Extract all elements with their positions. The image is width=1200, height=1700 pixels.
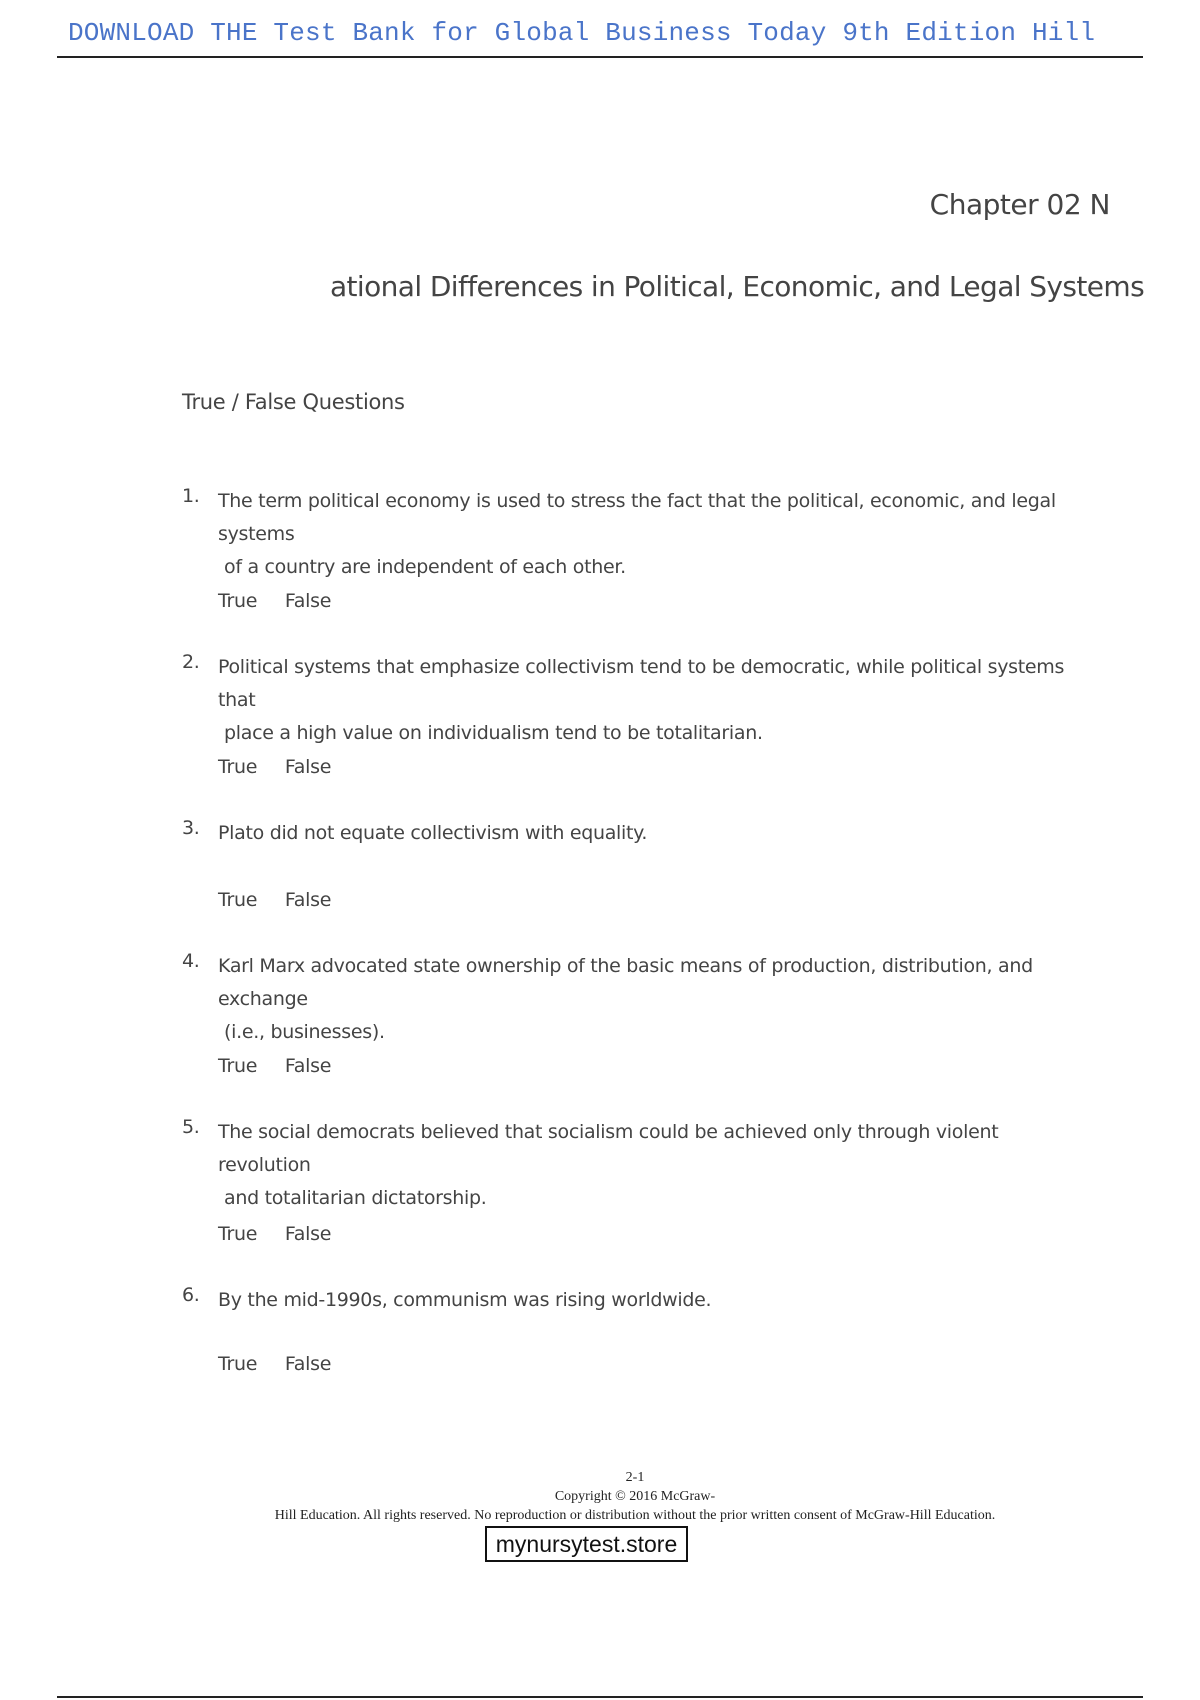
question-3 bbox=[182, 817, 1082, 850]
question-text bbox=[218, 1284, 1082, 1317]
question-number: 6. bbox=[182, 1284, 200, 1306]
true-option: True bbox=[218, 590, 258, 612]
true-option: True bbox=[218, 1353, 258, 1375]
page-number: 2-1 bbox=[625, 1470, 645, 1485]
question-text bbox=[218, 950, 1082, 1049]
footer-divider bbox=[57, 1696, 1143, 1698]
question-text-line2: of a country are independent of each other. bbox=[224, 556, 626, 578]
true-option: True bbox=[218, 756, 258, 778]
question-5 bbox=[182, 1116, 1082, 1215]
answer-options-4 bbox=[218, 1055, 331, 1077]
answer-options-1 bbox=[218, 590, 331, 612]
copyright-line1: Copyright © 2016 McGraw- bbox=[554, 1489, 716, 1504]
question-text-line1: Karl Marx advocated state ownership of the basic means of production, distribution, and exchange bbox=[218, 955, 1033, 1010]
question-1 bbox=[182, 485, 1082, 584]
false-option: False bbox=[284, 889, 332, 911]
header-divider bbox=[57, 56, 1143, 58]
true-option: True bbox=[218, 889, 258, 911]
chapter-title-line2: ational Differences in Political, Economic, and Legal Systems bbox=[330, 270, 1145, 303]
question-text-line1: Political systems that emphasize collectivism tend to be democratic, while political systems that bbox=[218, 656, 1065, 711]
question-text bbox=[218, 651, 1082, 750]
answer-options-2 bbox=[218, 756, 331, 778]
question-text bbox=[218, 817, 1082, 850]
question-text-line2: and totalitarian dictatorship. bbox=[224, 1187, 487, 1209]
answer-options-5 bbox=[218, 1223, 331, 1245]
question-text-line1: By the mid-1990s, communism was rising worldwide. bbox=[218, 1289, 712, 1311]
copyright-line2: Hill Education. All rights reserved. No reproduction or distribution without the prior written consent of McGraw-Hill Education. bbox=[274, 1508, 996, 1523]
question-text-line1: Plato did not equate collectivism with equality. bbox=[218, 822, 648, 844]
question-4 bbox=[182, 950, 1082, 1049]
question-text-line1: The term political economy is used to stress the fact that the political, economic, and legal systems bbox=[218, 490, 1056, 545]
section-heading: True / False Questions bbox=[182, 390, 405, 414]
question-6 bbox=[182, 1284, 1082, 1317]
question-number: 2. bbox=[182, 651, 200, 673]
false-option: False bbox=[284, 1055, 332, 1077]
question-text bbox=[218, 485, 1082, 584]
chapter-title-line1: Chapter 02 N bbox=[929, 188, 1110, 221]
false-option: False bbox=[284, 590, 332, 612]
false-option: False bbox=[284, 756, 332, 778]
question-number: 4. bbox=[182, 950, 200, 972]
question-2 bbox=[182, 651, 1082, 750]
question-number: 3. bbox=[182, 817, 200, 839]
question-text-line2: place a high value on individualism tend to be totalitarian. bbox=[224, 722, 763, 744]
question-text-line2: (i.e., businesses). bbox=[224, 1021, 385, 1043]
answer-options-6 bbox=[218, 1353, 331, 1375]
false-option: False bbox=[284, 1223, 332, 1245]
true-option: True bbox=[218, 1223, 258, 1245]
question-number: 5. bbox=[182, 1116, 200, 1138]
watermark-label: mynursytest.store bbox=[485, 1526, 688, 1562]
question-text bbox=[218, 1116, 1082, 1215]
question-text-line1: The social democrats believed that socialism could be achieved only through violent revolution bbox=[218, 1121, 999, 1176]
download-banner: DOWNLOAD THE Test Bank for Global Business Today 9th Edition Hill bbox=[68, 18, 1096, 48]
true-option: True bbox=[218, 1055, 258, 1077]
question-number: 1. bbox=[182, 485, 200, 507]
answer-options-3 bbox=[218, 889, 331, 911]
false-option: False bbox=[284, 1353, 332, 1375]
